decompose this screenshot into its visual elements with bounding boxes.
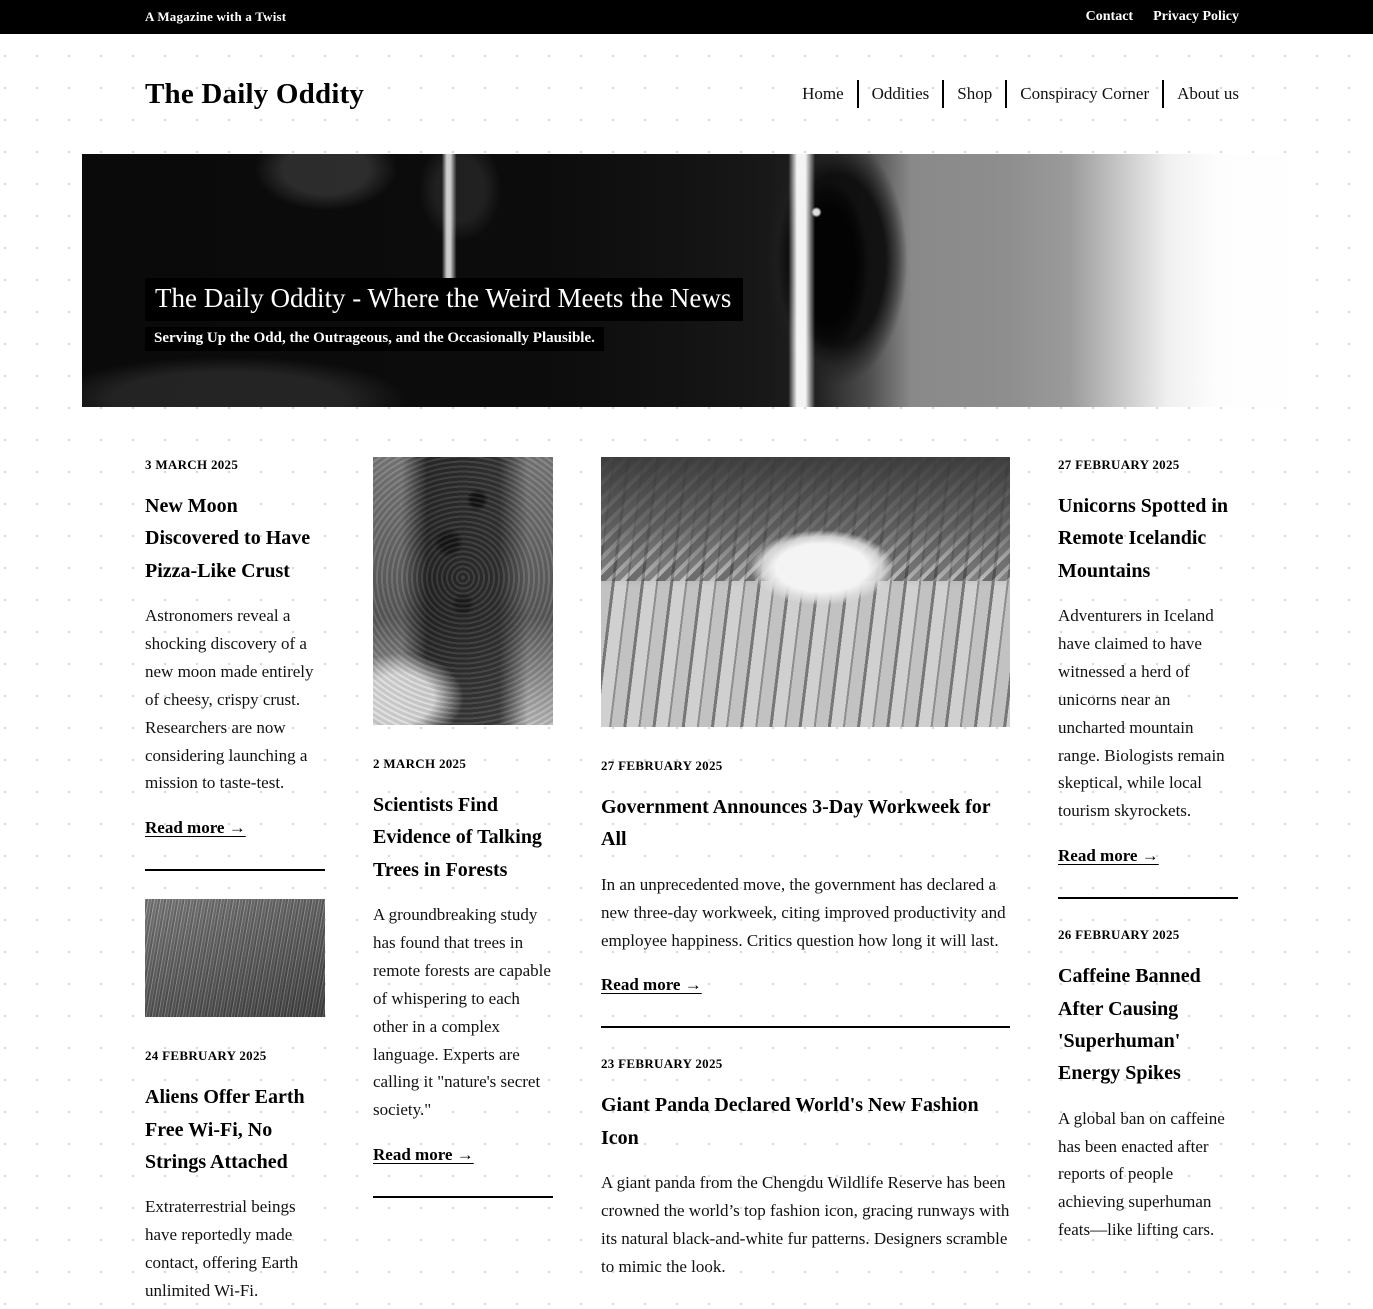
hero-banner-eye-closeup-photo <box>82 154 1302 407</box>
nav-item-conspiracy-corner[interactable]: Conspiracy Corner <box>1020 84 1150 103</box>
article-title <box>601 1089 1010 1154</box>
topbar-inner <box>82 0 1302 34</box>
article-date: 24 FEBRUARY 2025 <box>145 1048 267 1064</box>
read-more-link[interactable]: Read more → <box>1058 846 1159 866</box>
article-talking-trees <box>373 457 553 1165</box>
article-title-link[interactable]: Unicorns Spotted in Remote Icelandic Mountains <box>1058 495 1229 582</box>
article-grid <box>82 457 1302 1305</box>
cat-on-bamboo-photo[interactable] <box>601 457 1010 727</box>
site-title[interactable]: The Daily Oddity <box>145 77 365 110</box>
article-unicorns <box>1058 457 1238 866</box>
nav-item-about-us[interactable]: About us <box>1177 84 1239 103</box>
olive-tree-trunk-photo[interactable] <box>373 457 553 725</box>
article-divider <box>145 869 325 871</box>
hero-title: The Daily Oddity - Where the Weird Meets the News <box>145 278 743 321</box>
article-date: 27 FEBRUARY 2025 <box>1058 457 1180 472</box>
article-title <box>601 791 1010 856</box>
article-column-2 <box>373 457 553 1226</box>
article-excerpt: Astronomers reveal a shocking discovery of a new moon made entirely of cheesy, crispy crust. Researchers are now considering launching a mission to taste-test. <box>145 606 314 793</box>
nav-separator <box>1005 80 1007 108</box>
article-caffeine-ban <box>1058 927 1238 1244</box>
nav-separator <box>1162 80 1164 108</box>
article-date: 3 MARCH 2025 <box>145 457 239 472</box>
article-excerpt: A giant panda from the Chengdu Wildlife Reserve has been crowned the world’s top fashion icon, gracing runways with its natural black-and-white fur patterns. Designers scramble to mimic the look. <box>601 1173 1010 1276</box>
article-title <box>373 789 553 886</box>
fur-texture-photo[interactable] <box>145 899 325 1017</box>
contact-link[interactable]: Contact <box>1085 9 1134 24</box>
article-divider <box>601 1026 1010 1028</box>
article-column-3 <box>601 457 1010 1281</box>
article-excerpt: Adventurers in Iceland have claimed to have witnessed a herd of unicorns near an uncharted mountain range. Biologists remain skeptical, while local tourism skyrockets. <box>1058 606 1225 821</box>
article-title <box>145 1081 325 1178</box>
privacy-policy-link[interactable]: Privacy Policy <box>1153 9 1239 24</box>
nav-item-shop[interactable]: Shop <box>957 84 993 103</box>
nav-item-oddities[interactable]: Oddities <box>871 84 930 103</box>
article-excerpt: A groundbreaking study has found that trees in remote forests are capable of whispering to each other in a complex language. Experts are calling it "nature's secret society." <box>373 905 551 1120</box>
article-divider <box>1058 897 1238 899</box>
article-date: 27 FEBRUARY 2025 <box>601 758 723 773</box>
article-title-link[interactable]: Government Announces 3-Day Workweek for All <box>601 796 991 851</box>
article-title-link[interactable]: Scientists Find Evidence of Talking Trees in Forests <box>373 794 542 881</box>
nav-item-home[interactable]: Home <box>802 84 844 103</box>
nav-separator <box>942 80 944 108</box>
article-title <box>145 490 325 587</box>
article-excerpt: A global ban on caffeine has been enacted after reports of people achieving superhuman feats—like lifting cars. <box>1058 1108 1225 1240</box>
read-more-link[interactable]: Read more → <box>601 975 702 995</box>
article-title-link[interactable]: New Moon Discovered to Have Pizza-Like Crust <box>145 495 311 582</box>
read-more-link[interactable]: Read more → <box>373 1145 474 1165</box>
article-divider <box>373 1196 553 1198</box>
article-title <box>1058 960 1238 1090</box>
article-title-link[interactable]: Giant Panda Declared World's New Fashion Icon <box>601 1094 979 1149</box>
topbar-links <box>1086 9 1239 25</box>
main-nav <box>802 80 1239 108</box>
article-title-link[interactable]: Aliens Offer Earth Free Wi-Fi, No Strings Attached <box>145 1086 305 1174</box>
read-more-link[interactable]: Read more → <box>145 818 246 838</box>
hero-text-overlay <box>145 278 743 351</box>
article-date: 2 MARCH 2025 <box>373 756 467 771</box>
article-column-4 <box>1058 457 1238 1244</box>
site-header <box>82 34 1302 154</box>
article-column-1 <box>145 457 325 1305</box>
article-panda-fashion <box>601 1056 1010 1280</box>
nav-separator <box>857 80 859 108</box>
article-date: 26 FEBRUARY 2025 <box>1058 927 1180 943</box>
article-excerpt: In an unprecedented move, the government has declared a new three-day workweek, citing improved productivity and employee happiness. Critics question how long it will last. <box>601 874 1006 950</box>
article-title <box>1058 490 1238 587</box>
hero-subtitle: Serving Up the Odd, the Outrageous, and the Occasionally Plausible. <box>145 327 604 351</box>
article-title-link[interactable]: Caffeine Banned After Causing 'Superhuman' Energy Spikes <box>1058 965 1201 1085</box>
article-new-moon <box>145 457 325 838</box>
article-date: 23 FEBRUARY 2025 <box>601 1056 723 1072</box>
article-3-day-workweek <box>601 457 1010 995</box>
site-tagline: A Magazine with a Twist <box>145 9 287 24</box>
topbar <box>0 0 1373 34</box>
article-aliens-wifi <box>145 899 325 1305</box>
article-excerpt: Extraterrestrial beings have reportedly made contact, offering Earth unlimited Wi-Fi. <box>145 1197 299 1301</box>
